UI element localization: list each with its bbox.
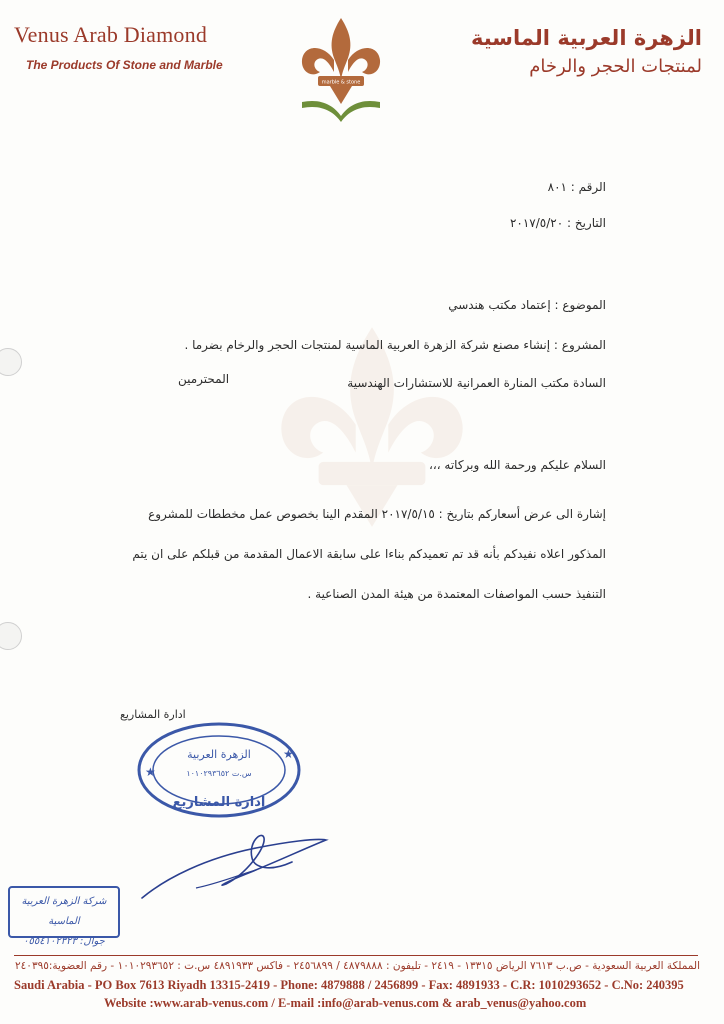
letter-addressee: السادة مكتب المنارة العمرانية للاستشارات الهندسية <box>347 376 606 390</box>
footer-web-email: Website :www.arab-venus.com / E-mail :info@arab-venus.com & arab_venus@yahoo.com <box>104 996 587 1010</box>
letter-date: التاريخ : ٢٠١٧/٥/٢٠ <box>509 216 606 230</box>
footer-address-en: Saudi Arabia - PO Box 7613 Riyadh 13315-2419 - Phone: 4879888 / 2456899 - Fax: 4891933 - C.R: 1010293652 - C.No: 240395 <box>14 978 684 992</box>
logo-label: marble & stone <box>321 79 361 86</box>
handwritten-signature <box>136 818 336 908</box>
stamp-box-line2: جوال: ٠٥٥٤١٠٢٣٢٣ <box>23 936 105 947</box>
letter-greeting: السلام عليكم ورحمة الله وبركاته ،،، <box>428 458 606 472</box>
stamp-oval-bottom: إدارة المشاريع <box>172 795 266 810</box>
letter-project: المشروع : إنشاء مصنع شركة الزهرة العربية الماسية لمنتجات الحجر والرخام بضرما . <box>184 338 606 352</box>
stamp-oval-top: الزهرة العربية <box>187 748 251 761</box>
company-box-stamp <box>8 886 120 947</box>
brand-english <box>14 22 223 72</box>
fleur-de-lis-logo <box>296 14 386 126</box>
stamp-star-icon: ★ <box>283 747 294 761</box>
brand-arabic <box>471 26 702 77</box>
stamp-box-line1: شركة الزهرة العربية الماسية <box>21 896 107 927</box>
stamp-oval-number: س.ت ١٠١٠٢٩٣٦٥٢ <box>186 769 252 778</box>
department-label: ادارة المشاريع <box>120 708 186 721</box>
brand-name-ar: الزهرة العربية الماسية <box>471 26 702 50</box>
brand-name-en: Venus Arab Diamond <box>14 22 208 47</box>
stamp-star-icon: ★ <box>145 765 156 779</box>
letter-honorific: المحترمين <box>178 372 230 386</box>
brand-tagline-en: The Products Of Stone and Marble <box>26 58 223 72</box>
letter-subject: الموضوع : إعتماد مكتب هندسي <box>448 298 606 312</box>
department-oval-stamp <box>133 718 305 822</box>
footer-divider <box>14 955 698 956</box>
binder-hole <box>0 622 22 650</box>
reference-number: الرقم : ٨٠١ <box>547 180 606 194</box>
letter-body-paragraph: إشارة الى عرض أسعاركم بتاريخ : ٢٠١٧/٥/١٥ المقدم الينا بخصوص عمل مخططات للمشروع المذكور اعلاه نفيدكم بأنه قد تم تعميدكم بناءا على سابقة الاعمال المقدمة من قبلكم على ان يتم التنفيذ حسب المواصفات المعتمدة من هيئة المدن الصناعية . <box>132 507 606 601</box>
brand-tagline-ar: لمنتجات الحجر والرخام <box>529 56 702 77</box>
binder-hole <box>0 348 22 376</box>
footer-address-ar: المملكة العربية السعودية - ص.ب ٧٦١٣ الرياض ١٣٣١٥ - ٢٤١٩ - تليفون : ٤٨٧٩٨٨٨ / ٢٤٥٦٨٩٩ - فاكس ٤٨٩١٩٣٣ س.ت : ١٠١٠٢٩٣٦٥٢ - رقم العضوية:٢٤٠٣٩٥ <box>15 960 700 972</box>
